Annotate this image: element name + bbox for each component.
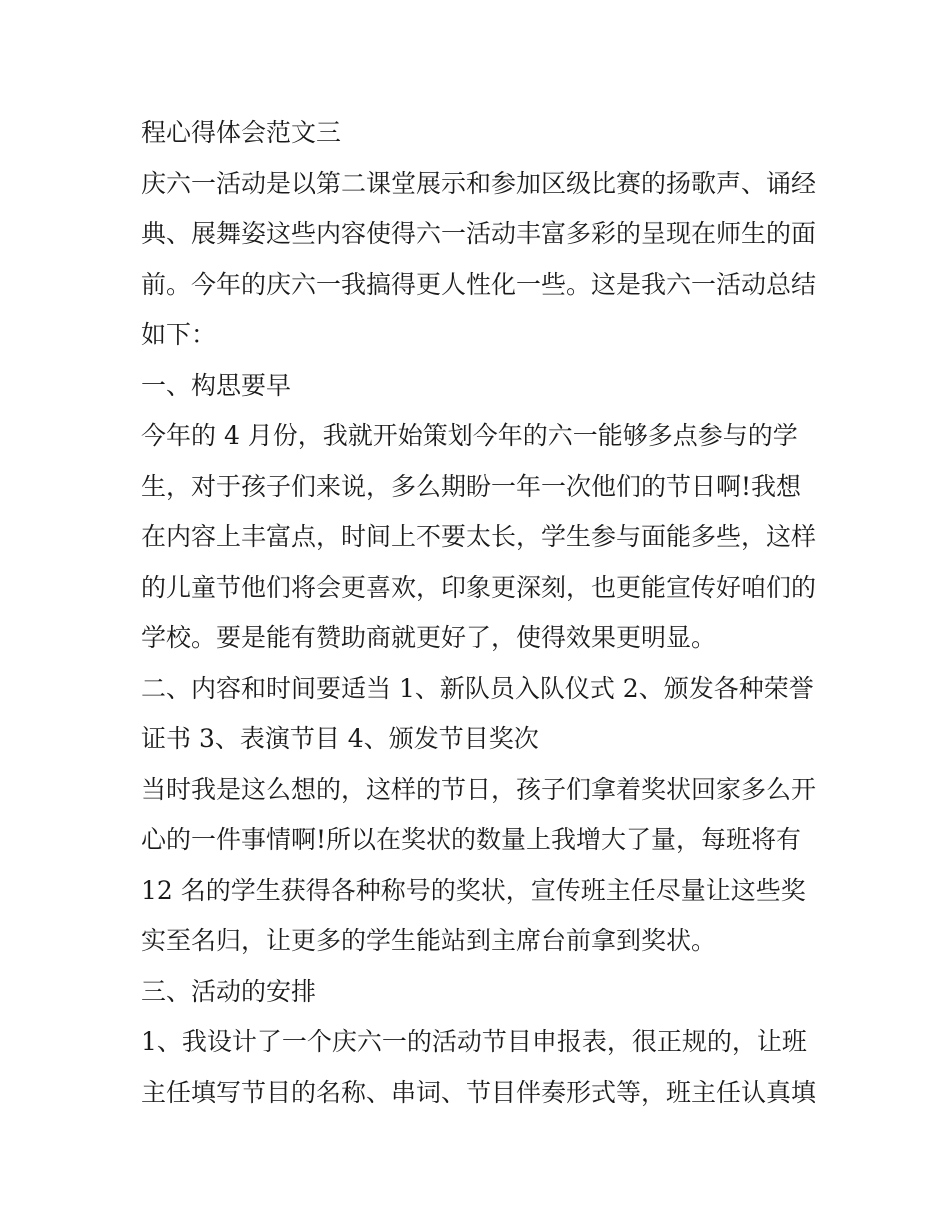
text-line: 前。今年的庆六一我搞得更人性化一些。这是我六一活动总结 xyxy=(141,269,817,299)
text-line: 今年的 4 月份，我就开始策划今年的六一能够多点参与的学 xyxy=(141,421,798,450)
text-line: 典、展舞姿这些内容使得六一活动丰富多彩的呈现在师生的面 xyxy=(141,219,817,248)
section-heading-2: 二、内容和时间要适当 1、新队员入队仪式 2、颁发各种荣誉 xyxy=(141,673,814,703)
text-line: 当时我是这么想的，这样的节日，孩子们拿着奖状回家多么开 xyxy=(141,774,817,804)
text-line: 证书 3、表演节目 4、颁发节目奖次 xyxy=(141,724,539,753)
section-heading-3: 三、活动的安排 xyxy=(141,976,317,1006)
text-line: 1、我设计了一个庆六一的活动节目申报表，很正规的，让班 xyxy=(141,1027,807,1056)
text-line: 学校。要是能有赞助商就更好了，使得效果更明显。 xyxy=(141,623,717,652)
text-line: 生，对于孩子们来说，多么期盼一年一次他们的节日啊!我想 xyxy=(141,471,802,501)
text-line: 如下： xyxy=(141,320,217,349)
text-line: 主任填写节目的名称、串词、节目伴奏形式等，班主任认真填 xyxy=(141,1077,817,1107)
text-line: 心的一件事情啊!所以在奖状的数量上我增大了量，每班将有 xyxy=(141,825,802,854)
text-line: 在内容上丰富点，时间上不要太长，学生参与面能多些，这样 xyxy=(141,522,817,551)
text-line: 实至名归，让更多的学生能站到主席台前拿到奖状。 xyxy=(141,926,717,955)
document-title-line: 程心得体会范文三 xyxy=(141,118,342,147)
document-body xyxy=(141,108,821,1118)
text-line: 的儿童节他们将会更喜欢，印象更深刻，也更能宣传好咱们的 xyxy=(141,572,817,602)
text-line: 12 名的学生获得各种称号的奖状，宣传班主任尽量让这些奖 xyxy=(141,875,806,905)
section-heading-1: 一、构思要早 xyxy=(141,370,292,400)
text-line: 庆六一活动是以第二课堂展示和参加区级比赛的扬歌声、诵经 xyxy=(141,168,817,198)
